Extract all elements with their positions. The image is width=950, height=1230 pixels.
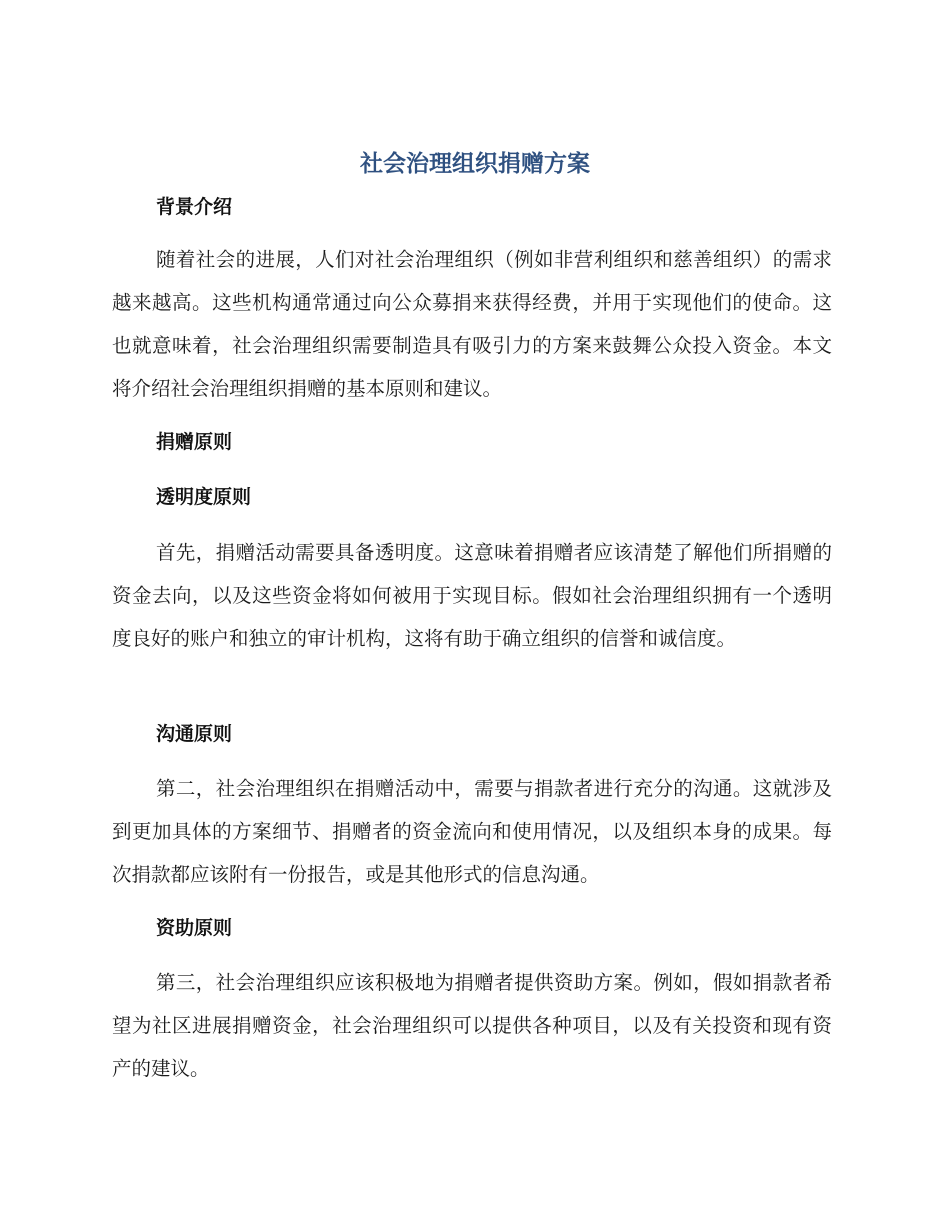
page-title: 社会治理组织捐赠方案 [360,151,590,177]
section-heading-background: 背景介绍 [156,196,233,218]
paragraph-background: 随着社会的进展，人们对社会治理组织（例如非营利组织和慈善组织）的需求越来越高。这些机构通常通过向公众募捐来获得经费，并用于实现他们的使命。这也就意味着，社会治理组织需要制造具有吸引力的方案来鼓舞公众投入资金。本文将介绍社会治理组织捐赠的基本原则和建议。 [112,248,832,400]
paragraph-communication: 第二，社会治理组织在捐赠活动中，需要与捐款者进行充分的沟通。这就涉及到更加具体的方案细节、捐赠者的资金流向和使用情况，以及组织本身的成果。每次捐款都应该附有一份报告，或是其他形式的信息沟通。 [112,777,832,886]
section-heading-transparency: 透明度原则 [156,486,252,508]
section-heading-principles: 捐赠原则 [156,431,233,453]
paragraph-funding: 第三，社会治理组织应该积极地为捐赠者提供资助方案。例如，假如捐款者希望为社区进展捐赠资金，社会治理组织可以提供各种项目，以及有关投资和现有资产的建议。 [112,971,832,1080]
section-heading-communication: 沟通原则 [156,723,233,745]
section-heading-funding: 资助原则 [156,917,233,939]
paragraph-transparency: 首先，捐赠活动需要具备透明度。这意味着捐赠者应该清楚了解他们所捐赠的资金去向，以及这些资金将如何被用于实现目标。假如社会治理组织拥有一个透明度良好的账户和独立的审计机构，这将有助于确立组织的信誉和诚信度。 [112,541,832,650]
